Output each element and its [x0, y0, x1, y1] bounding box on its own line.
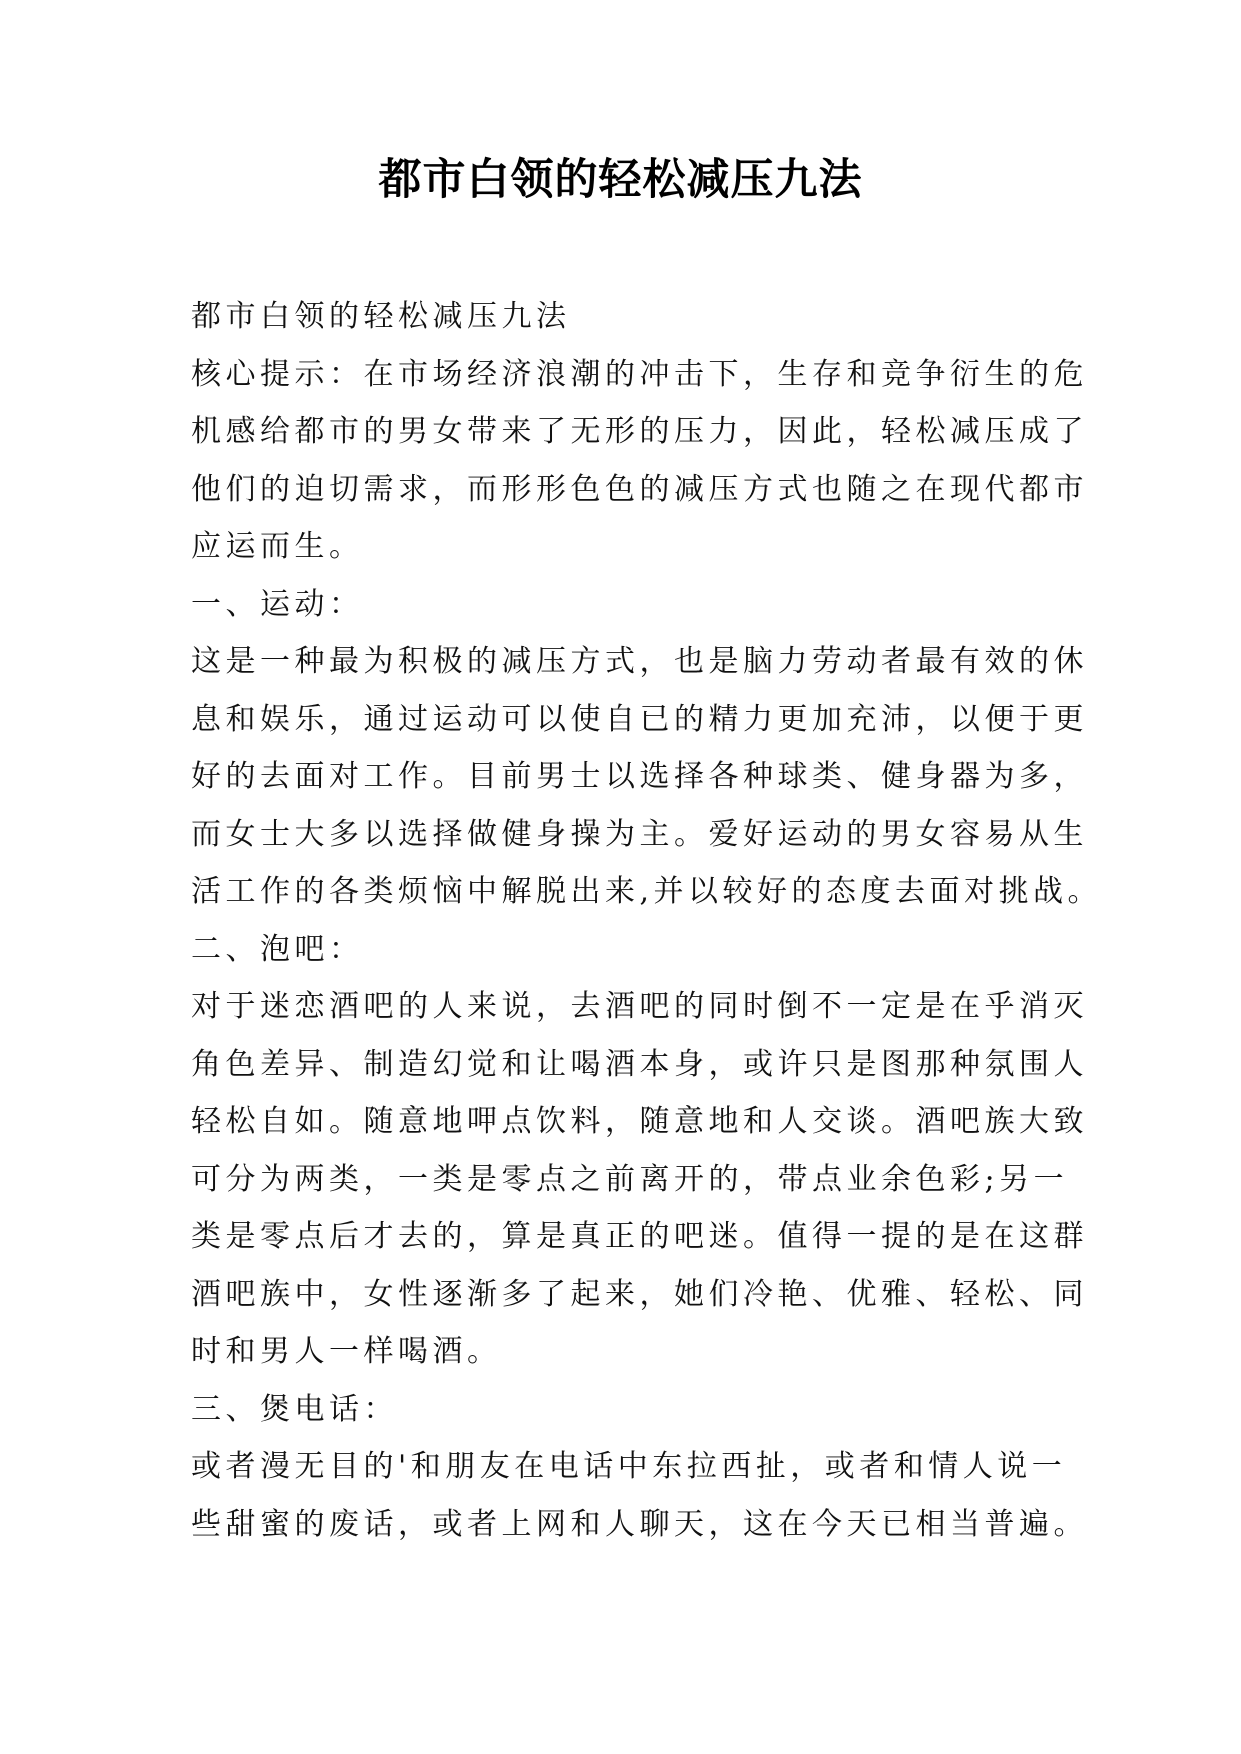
- body-line: 都市白领的轻松减压九法: [191, 299, 571, 334]
- body-line: 时和男人一样喝酒。: [191, 1334, 502, 1369]
- body-line: 或者漫无目的'和朋友在电话中东拉西扯，或者和情人说一: [191, 1449, 1067, 1484]
- body-line: 息和娱乐，通过运动可以使自已的精力更加充沛，以便于更: [191, 701, 1088, 737]
- document-body: [191, 288, 1103, 1553]
- document-title: 都市白领的轻松减压九法: [378, 155, 863, 205]
- body-line: 可分为两类，一类是零点之前离开的，带点业余色彩;另一: [191, 1161, 1069, 1197]
- body-line: 这是一种最为积极的减压方式，也是脑力劳动者最有效的休: [191, 644, 1088, 679]
- body-line: 应运而生。: [191, 529, 364, 564]
- section-heading: 二、泡吧：: [191, 931, 364, 967]
- body-line: 对于迷恋酒吧的人来说，去酒吧的同时倒不一定是在乎消灭: [191, 989, 1088, 1024]
- body-line: 角色差异、制造幻觉和让喝酒本身，或许只是图那种氛围人: [191, 1046, 1088, 1082]
- body-line: 核心提示：在市场经济浪潮的冲击下，生存和竞争衍生的危: [191, 356, 1088, 392]
- body-line: 他们的迫切需求，而形形色色的减压方式也随之在现代都市: [191, 471, 1088, 507]
- body-line: 活工作的各类烦恼中解脱出来,并以较好的态度去面对挑战。: [191, 874, 1103, 909]
- body-line: 好的去面对工作。目前男士以选择各种球类、健身器为多，: [191, 759, 1088, 794]
- body-line: 酒吧族中，女性逐渐多了起来，她们冷艳、优雅、轻松、同: [191, 1276, 1088, 1312]
- body-line: 轻松自如。随意地呷点饮料，随意地和人交谈。酒吧族大致: [191, 1104, 1088, 1139]
- body-line: 机感给都市的男女带来了无形的压力，因此，轻松减压成了: [191, 414, 1088, 449]
- section-heading: 一、运动：: [191, 586, 364, 622]
- body-line: 些甜蜜的废话，或者上网和人聊天，这在今天已相当普遍。: [191, 1506, 1088, 1542]
- section-heading: 三、煲电话：: [191, 1391, 398, 1427]
- body-line: 类是零点后才去的，算是真正的吧迷。值得一提的是在这群: [191, 1219, 1088, 1254]
- body-line: 而女士大多以选择做健身操为主。爱好运动的男女容易从生: [191, 816, 1088, 852]
